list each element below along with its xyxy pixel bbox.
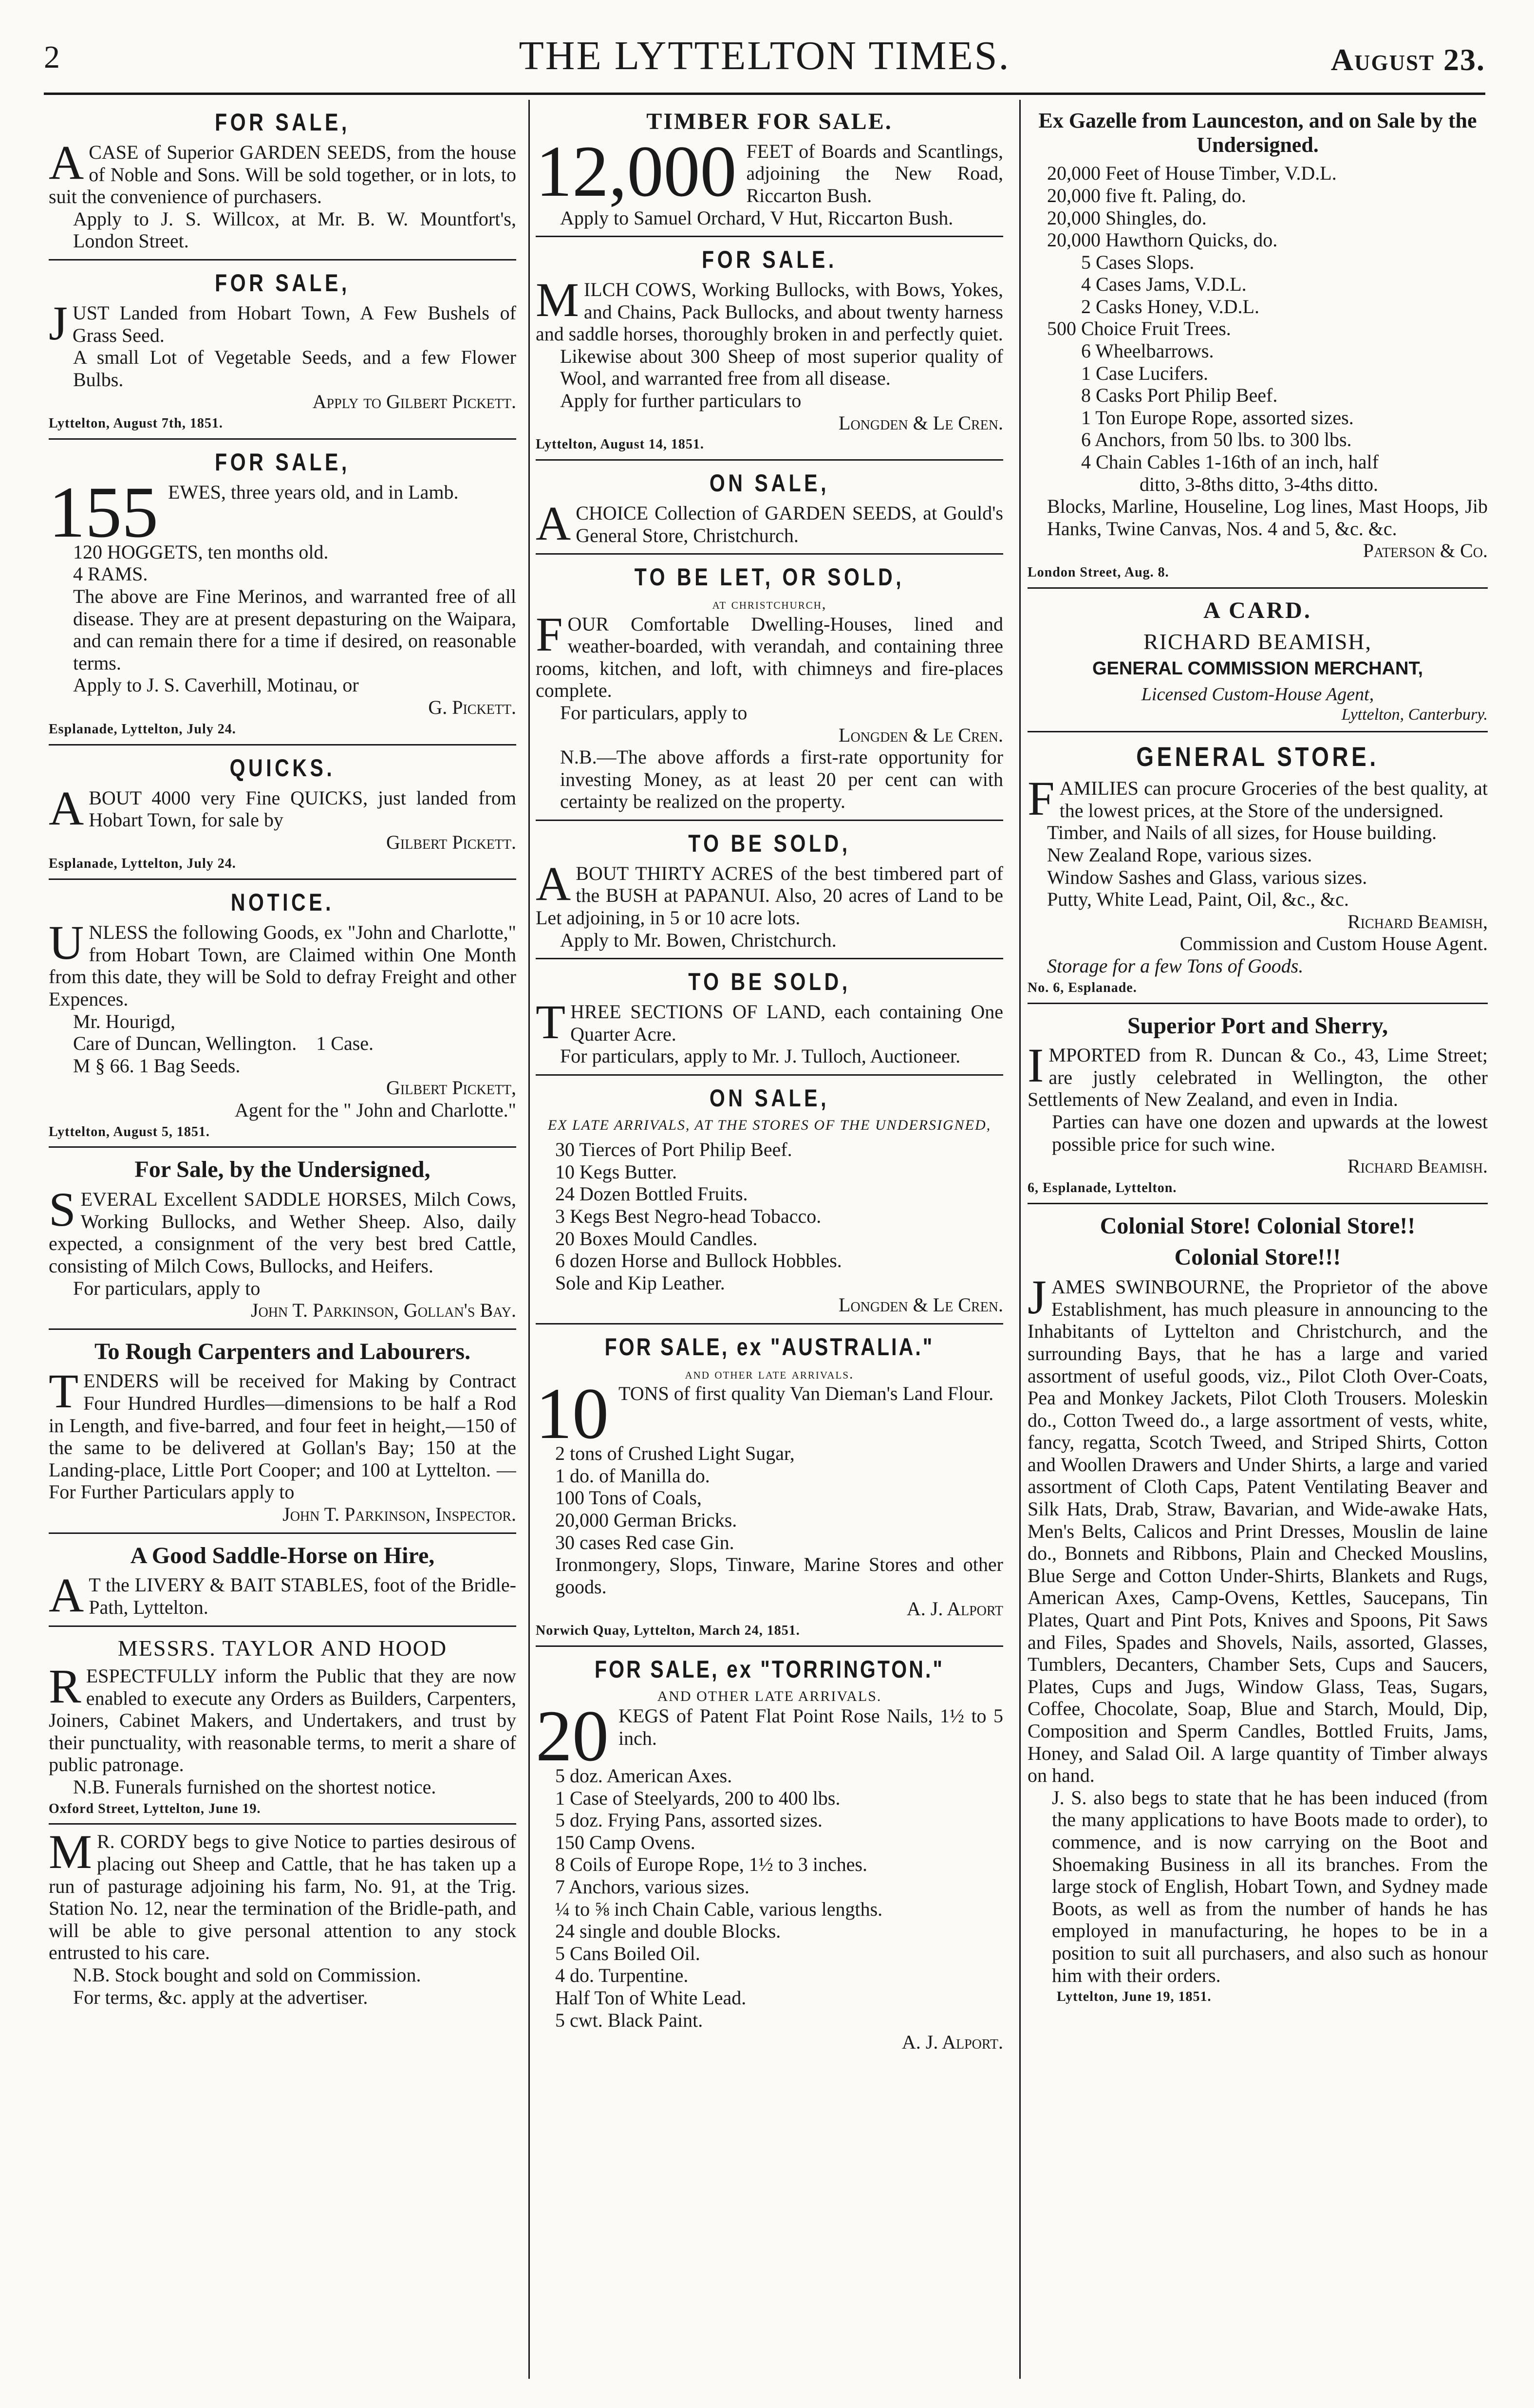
ad-body: UST Landed from Hobart Town, A Few Bushels of Grass Seed.	[72, 301, 516, 346]
issue-date: August 23.	[1330, 42, 1485, 77]
ad-heading: QUICKS.	[229, 754, 336, 782]
list-item: ditto, 3-8ths ditto, 3-4ths ditto.	[1140, 473, 1379, 495]
list-item: 1 Case Lucifers.	[1081, 362, 1209, 384]
ad-apply: For particulars, apply to Mr. J. Tulloch, Auctioneer.	[560, 1045, 961, 1067]
list-item: 24 Dozen Bottled Fruits.	[555, 1183, 748, 1205]
ad-subheading: AND OTHER LATE ARRIVALS.	[657, 1688, 882, 1704]
list-item: Half Ton of White Lead.	[555, 1986, 747, 2009]
ad-line: M § 66. 1 Bag Seeds.	[73, 1054, 241, 1077]
drop-cap: M	[536, 273, 579, 327]
ad-quicks	[49, 746, 516, 880]
merchant-licence: Licensed Custom-House Agent,	[1141, 684, 1374, 705]
drop-cap: A	[536, 856, 571, 911]
ad-heading: For Sale, by the Undersigned,	[134, 1157, 430, 1183]
list-item: ¼ to ⅝ inch Chain Cable, various lengths.	[555, 1898, 883, 1920]
list-item: 8 Coils of Europe Rope, 1½ to 3 inches.	[555, 1853, 868, 1876]
ad-general-store	[1028, 732, 1488, 1004]
drop-cap: R	[49, 1659, 81, 1713]
ad-signature: Commission and Custom House Agent.	[1179, 933, 1488, 955]
ad-apply: Apply to J. S. Willcox, at Mr. B. W. Mountfort's, London Street.	[73, 207, 516, 252]
ad-heading: FOR SALE,	[215, 448, 350, 476]
ad-line: 4 RAMS.	[73, 563, 148, 585]
ad-body-2: Likewise about 300 Sheep of most superior quality of Wool, and warranted free from all disease.	[560, 345, 1003, 390]
ad-signature: Longden & Le Cren.	[839, 724, 1003, 746]
ad-line: Care of Duncan, Wellington.	[73, 1032, 297, 1055]
list-item: 30 cases Red case Gin.	[555, 1531, 734, 1553]
list-item: Window Sashes and Glass, various sizes.	[1047, 866, 1367, 888]
ad-gazelle	[1028, 100, 1488, 589]
list-item: 20,000 Shingles, do.	[1047, 206, 1207, 229]
ad-body: BOUT 4000 very Fine QUICKS, just landed from Hobart Town, for sale by	[89, 786, 516, 831]
ad-subheading: and other late arrivals.	[685, 1365, 854, 1382]
drop-cap: A	[49, 1568, 84, 1623]
big-number: 20	[536, 1696, 609, 1776]
ad-taylor-hood	[49, 1627, 516, 1825]
ad-torrington	[536, 1647, 1003, 2060]
ad-heading: TIMBER FOR SALE.	[646, 109, 893, 134]
ad-body: EVERAL Excellent SADDLE HORSES, Milch Cows, Working Bullocks, and Wether Sheep. Also, daily expected, a consignment of the very best bred Cattle, consisting of Milch Cows, Bullocks, and Heifers.	[49, 1188, 516, 1277]
ad-garden-seeds	[49, 100, 516, 261]
ad-milch-cows	[536, 237, 1003, 461]
ad-heading: FOR SALE,	[215, 269, 350, 297]
big-number: 12,000	[536, 131, 737, 212]
ad-carpenters	[49, 1330, 516, 1534]
ad-apply: For particulars, apply to	[73, 1277, 261, 1299]
ad-signature: A. J. Alport	[906, 1598, 1003, 1620]
list-item: 2 tons of Crushed Light Sugar,	[555, 1442, 795, 1465]
ad-signature: Agent for the " John and Charlotte."	[234, 1099, 516, 1121]
ad-line: Mr. Hourigd,	[73, 1010, 175, 1032]
drop-cap: T	[536, 995, 566, 1049]
ad-heading: TO BE LET, OR SOLD,	[634, 563, 905, 591]
ad-nb: N.B.—The above affords a first-rate opportunity for investing Money, as at least 20 per cent can with certainty be realized on the property.	[560, 746, 1003, 813]
ad-signature: G. Pickett.	[428, 696, 516, 718]
list-item: 10 Kegs Butter.	[555, 1160, 677, 1183]
ad-papanui-bush	[536, 821, 1003, 959]
ad-date: Lyttelton, June 19, 1851.	[1057, 1989, 1212, 2005]
ad-signature: Gilbert Pickett.	[386, 831, 516, 853]
ad-body: ILCH COWS, Working Bullocks, with Bows, Yokes, and Chains, Pack Bullocks, and about twenty harness and saddle horses, thoroughly broken in and perfectly quiet.	[536, 279, 1003, 345]
column-1	[49, 100, 516, 2384]
list-item: 6 Wheelbarrows.	[1081, 340, 1214, 362]
list-item: 20 Boxes Mould Candles.	[555, 1227, 758, 1250]
drop-cap: A	[536, 496, 571, 551]
big-number: 155	[49, 471, 158, 553]
ad-timber	[536, 100, 1003, 237]
ad-body: BOUT THIRTY ACRES of the best timbered part of the BUSH at PAPANUI. Also, 20 acres of Land to be Let adjoining, in 5 or 10 acre lots.	[536, 862, 1003, 929]
list-item: 3 Kegs Best Negro-head Tobacco.	[555, 1205, 822, 1227]
ad-body: OUR Comfortable Dwelling-Houses, lined and weather-boarded, with verandah, and containing three rooms, kitchen, and loft, with chimneys and fire-places complete.	[536, 613, 1003, 702]
ad-heading: FOR SALE, ex "AUSTRALIA."	[604, 1333, 935, 1361]
ad-line: Blocks, Marline, Houseline, Log lines, Mast Hoops, Jib Hanks, Twine Canvas, Nos. 4 and 5, &c. &c.	[1047, 495, 1488, 540]
column-rule-2	[1019, 100, 1021, 2379]
ad-garden-seeds-gould	[536, 461, 1003, 555]
list-item: 4 Chain Cables 1-16th of an inch, half	[1081, 451, 1379, 473]
ad-colonial-store	[1028, 1204, 1488, 2012]
ad-heading: FOR SALE, ex "TORRINGTON."	[594, 1655, 945, 1683]
drop-cap: J	[1028, 1270, 1047, 1325]
list-item: New Zealand Rope, various sizes.	[1047, 844, 1312, 866]
ad-heading: TO BE SOLD,	[688, 968, 851, 996]
ad-body-2: Parties can have one dozen and upwards at the lowest possible price for such wine.	[1052, 1111, 1488, 1155]
ad-body: EWES, three years old, and in Lamb.	[168, 481, 459, 503]
ad-australia	[536, 1325, 1003, 1647]
ad-heading-2: Colonial Store!!!	[1174, 1244, 1341, 1270]
list-item: 20,000 German Bricks.	[555, 1509, 737, 1531]
ad-body: T the LIVERY & BAIT STABLES, foot of the Bridle-Path, Lyttelton.	[89, 1574, 516, 1618]
list-item: 5 doz. American Axes.	[555, 1765, 732, 1787]
list-item: 1 Ton Europe Rope, assorted sizes.	[1081, 406, 1354, 429]
ad-heading: GENERAL STORE.	[1136, 741, 1379, 772]
ad-body: KEGS of Patent Flat Point Rose Nails, 1½ to 5 inch.	[618, 1705, 1003, 1749]
ad-heading: ON SALE,	[709, 469, 830, 497]
ad-body: CASE of Superior GARDEN SEEDS, from the house of Noble and Sons. Will be sold together, or in lots, to suit the convenience of purchasers.	[49, 141, 516, 208]
ad-dwelling-houses	[536, 555, 1003, 821]
ad-signature: A. J. Alport.	[901, 2031, 1003, 2053]
list-item: 4 Cases Jams, V.D.L.	[1081, 273, 1247, 296]
ad-heading: MESSRS. TAYLOR AND HOOD	[117, 1635, 448, 1661]
list-item: 20,000 five ft. Paling, do.	[1047, 184, 1246, 206]
drop-cap: S	[49, 1182, 76, 1237]
ad-heading: FOR SALE.	[702, 246, 837, 274]
ad-signature: Richard Beamish.	[1347, 1155, 1488, 1177]
ad-date: Oxford Street, Lyttelton, June 19.	[49, 1801, 261, 1816]
ad-body: ENDERS will be received for Making by Contract Four Hundred Hurdles—dimensions to be half a Rod in Length, and five-barred, and four feet in height,—150 of the same to be delivered at Gollan's Bay; 150 at the Landing-place, Little Port Cooper; and 100 at Lyttelton. — For Further Particulars apply to	[49, 1370, 516, 1503]
ad-port-sherry	[1028, 1004, 1488, 1204]
ad-body: ESPECTFULLY inform the Public that they are now enabled to execute any Orders as Builders, Carpenters, Joiners, Cabinet Makers, and Undertakers, and trust by their punctuality, with reasonable terms, to merit a share of public patronage.	[49, 1664, 516, 1776]
big-number: 10	[536, 1373, 609, 1455]
list-item: 24 single and double Blocks.	[555, 1920, 781, 1942]
ad-nb: N.B. Funerals furnished on the shortest notice.	[73, 1775, 436, 1798]
column-2	[536, 100, 1003, 2384]
ad-saddle-horses	[49, 1148, 516, 1329]
ad-date: Esplanade, Lyttelton, July 24.	[49, 721, 236, 737]
ad-body-2: The above are Fine Merinos, and warranted free of all disease. They are at present depasturing on the Waipara, and can remain there for a time if desired, on reasonable terms.	[73, 585, 516, 674]
column-3	[1028, 100, 1488, 2384]
ad-signature: Richard Beamish,	[1347, 910, 1488, 933]
ad-line: Ironmongery, Slops, Tinware, Marine Stores and other goods.	[555, 1553, 1003, 1598]
ad-three-sections	[536, 959, 1003, 1076]
ad-heading: Ex Gazelle from Launceston, and on Sale by the Undersigned.	[1038, 109, 1477, 157]
list-item: 5 Cans Boiled Oil.	[555, 1942, 700, 1964]
ad-line: 120 HOGGETS, ten months old.	[73, 541, 329, 563]
ad-body: R. CORDY begs to give Notice to parties desirous of placing out Sheep and Cattle, that he has taken up a run of pasturage adjoining his farm, No. 91, at the Trig. Station No. 12, near the termination of the Bridle-path, and will be able to give personal attention to any stock entrusted to his care.	[49, 1830, 516, 1964]
ad-apply: Apply to Samuel Orchard, V Hut, Riccarton Bush.	[560, 206, 954, 229]
ad-apply: For particulars, apply to	[560, 701, 748, 724]
list-item: 4 do. Turpentine.	[555, 1964, 689, 1987]
ad-ewes	[49, 440, 516, 746]
ad-body: AMES SWINBOURNE, the Proprietor of the above Establishment, has much pleasure in announcing to the Inhabitants of Lyttelton and Christchurch, and the surrounding Bays, that he has a large and varied assortment of useful goods, viz., Pilot Cloth Over-Coats, Pea and Monkey Jackets, Pilot Cloth Trousers. Moleskin do., Cotton Tweed do., a large assortment of vests, white, fancy, regatta, Scotch Tweed, and Striped Shirts, Cotton and Woollen Drawers and Under Shirts, a large and varied assortment of Cloth Caps, Patent Ventilating Beaver and Silk Hats, Drab, Straw, Bavarian, and Wide-awake Hats, Men's Belts, Calicos and Print Dresses, Mouslin de laine do., Bonnets and Ribbons, Plain and Checked Mouslins, Blue Serge and Cotton Under-Shirts, Blankets and Rugs, American Axes, Camp-Ovens, Kettles, Saucepans, Tin Plates, Quart and Pint Pots, Knives and Spoons, Pit Saws and Files, Spades and Shovels, Nails, assorted, Glasses, Tumblers, Decanters, Chamber Sets, Cups and Saucers, Plates, Cups and Jugs, Window Glass, Teas, Sugars, Coffee, Chocolate, Soap, Blue and Starch, Mould, Dip, Composition and Sperm Candles, Bottled Fruits, Jams, Honey, and Salad Oil. A large quantity of Timber always on hand.	[1028, 1276, 1488, 1787]
drop-cap: U	[49, 915, 84, 970]
ad-late-arrivals	[536, 1076, 1003, 1325]
ad-cordy	[49, 1825, 516, 2015]
list-item: 500 Choice Fruit Trees.	[1047, 317, 1231, 340]
ad-apply: Apply to Mr. Bowen, Christchurch.	[560, 929, 837, 951]
drop-cap: I	[1028, 1038, 1044, 1093]
list-item: 8 Casks Port Philip Beef.	[1081, 384, 1278, 407]
ad-body: AMILIES can procure Groceries of the best quality, at the lowest prices, at the Store of the undersigned.	[1059, 777, 1488, 821]
ad-grass-seed	[49, 261, 516, 440]
ad-apply: Apply for further particulars to	[560, 390, 802, 412]
ad-body: NLESS the following Goods, ex "John and Charlotte," from Hobart Town, are Claimed within One Month from this date, they will be Sold to defray Freight and other Expences.	[49, 921, 516, 1010]
ad-date: Norwich Quay, Lyttelton, March 24, 1851.	[536, 1623, 800, 1638]
ad-signature: Gilbert Pickett,	[386, 1077, 516, 1099]
ad-apply: Apply to Gilbert Pickett.	[312, 391, 516, 413]
list-item: Timber, and Nails of all sizes, for House building.	[1047, 821, 1437, 844]
ad-signature: John T. Parkinson, Inspector.	[282, 1503, 516, 1525]
ad-card-beamish	[1028, 589, 1488, 733]
drop-cap: A	[49, 135, 84, 189]
ad-heading: A CARD.	[1203, 597, 1312, 623]
list-item: 2 Casks Honey, V.D.L.	[1081, 295, 1259, 317]
ad-date: London Street, Aug. 8.	[1028, 565, 1169, 580]
list-item: 1 do. of Manilla do.	[555, 1464, 710, 1487]
list-item: 5 cwt. Black Paint.	[555, 2009, 703, 2031]
ad-signature: Paterson & Co.	[1363, 540, 1488, 562]
merchant-title: GENERAL COMMISSION MERCHANT,	[1092, 658, 1423, 679]
list-item: 5 doz. Frying Pans, assorted sizes.	[555, 1809, 823, 1831]
list-item: Putty, White Lead, Paint, Oil, &c., &c.	[1047, 888, 1349, 911]
ad-heading: FOR SALE,	[215, 109, 350, 136]
ad-body: TONS of first quality Van Dieman's Land Flour.	[618, 1382, 994, 1405]
ad-date: Lyttelton, August 14, 1851.	[536, 437, 704, 452]
ad-heading: ON SALE,	[709, 1084, 830, 1112]
ad-heading: NOTICE.	[230, 889, 335, 916]
list-item: 6 dozen Horse and Bullock Hobbles.	[555, 1250, 842, 1272]
ad-date: No. 6, Esplanade.	[1028, 980, 1137, 995]
drop-cap: J	[49, 296, 68, 350]
drop-cap: M	[49, 1825, 92, 1879]
ad-nb: N.B. Stock bought and sold on Commission.	[73, 1963, 421, 1986]
drop-cap: F	[536, 607, 563, 661]
ad-signature: John T. Parkinson, Gollan's Bay.	[251, 1299, 516, 1322]
ad-terms: For terms, &c. apply at the advertiser.	[73, 1986, 368, 2008]
list-item: 150 Camp Ovens.	[555, 1831, 695, 1853]
column-rule-1	[528, 100, 530, 2379]
ad-heading: Colonial Store! Colonial Store!!	[1100, 1213, 1416, 1239]
merchant-place: Lyttelton, Canterbury.	[1341, 705, 1488, 724]
ad-saddle-horse-hire	[49, 1534, 516, 1627]
list-item: 20,000 Feet of House Timber, V.D.L.	[1047, 162, 1337, 185]
ad-notice	[49, 880, 516, 1148]
ad-body: MPORTED from R. Duncan & Co., 43, Lime Street; are justly celebrated in Wellington, the other Settlements of New Zealand, and even in India.	[1028, 1044, 1488, 1111]
ad-line: 1 Case.	[316, 1032, 374, 1055]
ad-line: A small Lot of Vegetable Seeds, and a few Flower Bulbs.	[73, 346, 516, 391]
ad-date: Esplanade, Lyttelton, July 24.	[49, 856, 236, 872]
list-item: Sole and Kip Leather.	[555, 1271, 725, 1294]
list-item: 100 Tons of Coals,	[555, 1487, 702, 1509]
ad-signature: Longden & Le Cren.	[839, 1294, 1003, 1316]
ad-heading: A Good Saddle-Horse on Hire,	[130, 1542, 435, 1568]
ad-date: 6, Esplanade, Lyttelton.	[1028, 1180, 1177, 1195]
ad-signature: Longden & Le Cren.	[839, 411, 1003, 434]
drop-cap: F	[1028, 771, 1055, 826]
ad-body-2: J. S. also begs to state that he has been induced (from the many applications to have Boots made to order), to commence, and is now carrying on the Boot and Shoemaking Business in all its branches. From the large stock of English, Hobart Town, and Sydney made Boots, as well as from the number of hands he has employed in manufacturing, he hopes to be in a position to suit all purchasers, and also such as honour him with their orders.	[1052, 1786, 1488, 1986]
ad-date: Lyttelton, August 7th, 1851.	[49, 415, 223, 431]
list-item: 7 Anchors, various sizes.	[555, 1875, 749, 1898]
ad-apply: Apply to J. S. Caverhill, Motinau, or	[73, 674, 359, 696]
newspaper-title: THE LYTTELTON TIMES.	[519, 33, 1010, 78]
drop-cap: T	[49, 1364, 79, 1419]
list-item: 5 Cases Slops.	[1081, 251, 1195, 273]
merchant-name: RICHARD BEAMISH,	[1143, 629, 1372, 654]
list-item: 20,000 Hawthorn Quicks, do.	[1047, 229, 1278, 251]
masthead-bar	[44, 29, 1485, 95]
ad-heading: TO BE SOLD,	[688, 829, 851, 857]
ad-body: HREE SECTIONS OF LAND, each containing One Quarter Acre.	[570, 1001, 1003, 1045]
ad-subheading: EX LATE ARRIVALS, AT THE STORES OF THE UNDERSIGNED,	[547, 1117, 991, 1134]
ad-body: CHOICE Collection of GARDEN SEEDS, at Gould's General Store, Christchurch.	[576, 502, 1003, 546]
ad-storage: Storage for a few Tons of Goods.	[1047, 955, 1304, 977]
ad-heading: Superior Port and Sherry,	[1127, 1012, 1388, 1039]
list-item: 1 Case of Steelyards, 200 to 400 lbs.	[555, 1787, 841, 1809]
page-number: 2	[44, 39, 60, 75]
ad-subheading: at christchurch,	[712, 596, 827, 613]
list-item: 30 Tierces of Port Philip Beef.	[555, 1139, 792, 1161]
ad-body: FEET of Boards and Scantlings, adjoining the New Road, Riccarton Bush.	[746, 140, 1003, 206]
drop-cap: A	[49, 781, 84, 835]
ad-heading: To Rough Carpenters and Labourers.	[94, 1338, 471, 1364]
ad-date: Lyttelton, August 5, 1851.	[49, 1124, 210, 1139]
list-item: 6 Anchors, from 50 lbs. to 300 lbs.	[1081, 429, 1352, 451]
